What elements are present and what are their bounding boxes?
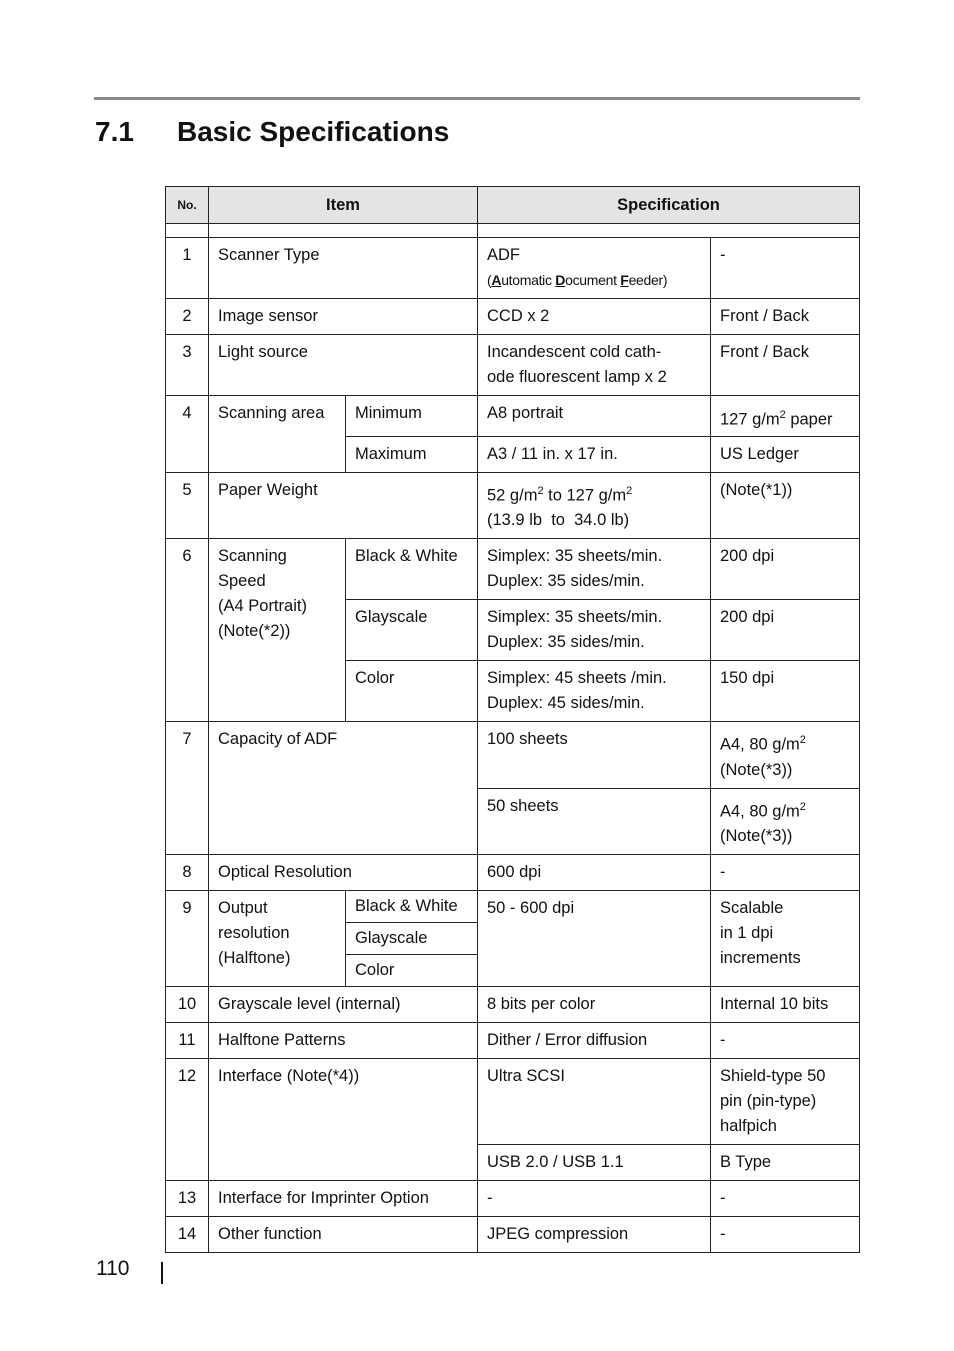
row-item: Grayscale level (internal) xyxy=(209,987,478,1023)
spec-line: (13.9 lb to 34.0 lb) xyxy=(487,511,630,529)
spec-line: Simplex: 35 sheets/min. xyxy=(487,547,663,565)
row-spec: Dither / Error diffusion xyxy=(478,1023,711,1059)
row-note: Front / Back xyxy=(711,335,860,396)
row-subitem: Glayscale xyxy=(346,923,478,955)
row-spec: 600 dpi xyxy=(478,855,711,891)
text-part: to 127 g/m xyxy=(543,486,627,504)
text-part: A xyxy=(491,272,502,288)
row-item xyxy=(209,891,346,987)
item-line: Scanning xyxy=(218,547,287,565)
row-no: 12 xyxy=(166,1059,209,1181)
row-note: B Type xyxy=(711,1145,860,1181)
row-item: Light source xyxy=(209,335,478,396)
table-row xyxy=(166,1023,860,1059)
row-note: US Ledger xyxy=(711,436,860,472)
note-line: (Note(*3)) xyxy=(720,827,793,845)
row-spec: A8 portrait xyxy=(478,396,711,437)
spec-line: ode fluorescent lamp x 2 xyxy=(487,368,667,386)
table-row xyxy=(166,238,860,299)
row-no: 4 xyxy=(166,396,209,473)
row-item: Halftone Patterns xyxy=(209,1023,478,1059)
row-item: Scanner Type xyxy=(209,238,478,299)
row-spec xyxy=(478,600,711,661)
row-no: 6 xyxy=(166,539,209,722)
item-line: (Halftone) xyxy=(218,949,291,967)
row-note: 150 dpi xyxy=(711,661,860,722)
row-note xyxy=(711,788,860,855)
row-note: Internal 10 bits xyxy=(711,987,860,1023)
row-spec: - xyxy=(478,1181,711,1217)
spec-line: Incandescent cold cath- xyxy=(487,343,662,361)
row-no: 8 xyxy=(166,855,209,891)
spec-line: Duplex: 35 sides/min. xyxy=(487,572,645,590)
spec-line: Duplex: 35 sides/min. xyxy=(487,633,645,651)
header-item: Item xyxy=(209,187,478,224)
row-subitem: Black & White xyxy=(346,891,478,923)
row-note: - xyxy=(711,238,860,299)
superscript: 2 xyxy=(537,484,544,497)
note-line: increments xyxy=(720,949,801,967)
row-item: Interface (Note(*4)) xyxy=(209,1059,478,1181)
row-note xyxy=(711,722,860,789)
item-line: Speed xyxy=(218,572,266,590)
row-no: 10 xyxy=(166,987,209,1023)
row-no: 2 xyxy=(166,299,209,335)
row-item: Paper Weight xyxy=(209,472,478,539)
row-item: Interface for Imprinter Option xyxy=(209,1181,478,1217)
spec-line: Simplex: 45 sheets /min. xyxy=(487,669,667,687)
note-line: in 1 dpi xyxy=(720,924,774,942)
text-part: 52 g/m xyxy=(487,486,538,504)
page-divider xyxy=(161,1262,163,1284)
superscript: 2 xyxy=(799,800,806,813)
row-note: - xyxy=(711,1023,860,1059)
spec-table xyxy=(165,186,860,1253)
note-line: halfpich xyxy=(720,1117,777,1135)
row-subitem: Color xyxy=(346,955,478,987)
row-note xyxy=(711,396,860,437)
text-part: ( xyxy=(487,272,492,288)
table-row xyxy=(166,472,860,539)
text-part: A4, 80 g/m xyxy=(720,735,800,754)
item-line: (A4 Portrait) xyxy=(218,597,307,615)
row-spec: 8 bits per color xyxy=(478,987,711,1023)
superscript: 2 xyxy=(779,409,786,421)
table-header-row xyxy=(166,187,860,224)
row-no: 1 xyxy=(166,238,209,299)
table-row xyxy=(166,1181,860,1217)
row-spec: USB 2.0 / USB 1.1 xyxy=(478,1145,711,1181)
row-spec xyxy=(478,661,711,722)
superscript: 2 xyxy=(626,484,633,497)
text-part: utomatic xyxy=(501,272,556,288)
row-note: 200 dpi xyxy=(711,539,860,600)
header-gap xyxy=(166,224,860,238)
row-item: Other function xyxy=(209,1217,478,1253)
text-part: F xyxy=(620,272,629,288)
row-note xyxy=(711,891,860,987)
spec-text: ADF xyxy=(487,246,520,264)
adf-expansion xyxy=(487,268,701,293)
row-spec: 100 sheets xyxy=(478,722,711,789)
row-spec xyxy=(478,539,711,600)
row-no: 5 xyxy=(166,472,209,539)
row-subitem: Glayscale xyxy=(346,600,478,661)
row-note: - xyxy=(711,1217,860,1253)
item-line: resolution xyxy=(218,924,290,942)
row-note xyxy=(711,1059,860,1145)
table-row xyxy=(166,722,860,789)
row-no: 9 xyxy=(166,891,209,987)
item-line: (Note(*2)) xyxy=(218,622,291,640)
row-note: Front / Back xyxy=(711,299,860,335)
row-spec xyxy=(478,472,711,539)
row-note: (Note(*1)) xyxy=(711,472,860,539)
row-no: 3 xyxy=(166,335,209,396)
row-no: 13 xyxy=(166,1181,209,1217)
row-item: Image sensor xyxy=(209,299,478,335)
row-spec: 50 sheets xyxy=(478,788,711,855)
table-row xyxy=(166,396,860,437)
text-part: paper xyxy=(785,410,833,429)
text-part: eeder) xyxy=(628,272,668,288)
row-item xyxy=(209,539,346,722)
text-part: A4, 80 g/m xyxy=(720,802,800,820)
note-line: Scalable xyxy=(720,899,784,917)
row-no: 7 xyxy=(166,722,209,855)
item-line: Output xyxy=(218,899,268,917)
note-line: pin (pin-type) xyxy=(720,1092,817,1110)
note-line: (Note(*3)) xyxy=(720,760,793,779)
spec-line: Duplex: 45 sides/min. xyxy=(487,694,645,712)
row-item: Capacity of ADF xyxy=(209,722,478,855)
header-no: No. xyxy=(166,187,209,224)
row-item: Scanning area xyxy=(209,396,346,473)
text-part: ocument xyxy=(565,272,621,288)
row-spec: CCD x 2 xyxy=(478,299,711,335)
spec-line: Simplex: 35 sheets/min. xyxy=(487,608,663,626)
row-item: Optical Resolution xyxy=(209,855,478,891)
note-line: Shield-type 50 xyxy=(720,1067,826,1085)
text-part: D xyxy=(555,272,566,288)
section-title: Basic Specifications xyxy=(177,116,450,147)
table-row xyxy=(166,1217,860,1253)
row-spec: JPEG compression xyxy=(478,1217,711,1253)
row-no: 11 xyxy=(166,1023,209,1059)
header-specification: Specification xyxy=(478,187,860,224)
table-row xyxy=(166,855,860,891)
row-note: - xyxy=(711,1181,860,1217)
row-spec xyxy=(478,238,711,299)
table-row xyxy=(166,891,860,923)
row-subitem: Color xyxy=(346,661,478,722)
row-spec xyxy=(478,335,711,396)
row-note: - xyxy=(711,855,860,891)
row-spec: A3 / 11 in. x 17 in. xyxy=(478,436,711,472)
row-spec: Ultra SCSI xyxy=(478,1059,711,1145)
section-number: 7.1 xyxy=(95,116,134,147)
table-row xyxy=(166,539,860,600)
row-no: 14 xyxy=(166,1217,209,1253)
row-note: 200 dpi xyxy=(711,600,860,661)
table-row xyxy=(166,987,860,1023)
row-subitem: Minimum xyxy=(346,396,478,437)
page-number: 110 xyxy=(96,1257,130,1280)
table-row xyxy=(166,335,860,396)
top-rule xyxy=(94,97,860,100)
table-row xyxy=(166,1059,860,1145)
row-subitem: Black & White xyxy=(346,539,478,600)
superscript: 2 xyxy=(799,734,806,746)
row-subitem: Maximum xyxy=(346,436,478,472)
table-row xyxy=(166,299,860,335)
text-part: 127 g/m xyxy=(720,410,780,429)
row-spec: 50 - 600 dpi xyxy=(478,891,711,987)
